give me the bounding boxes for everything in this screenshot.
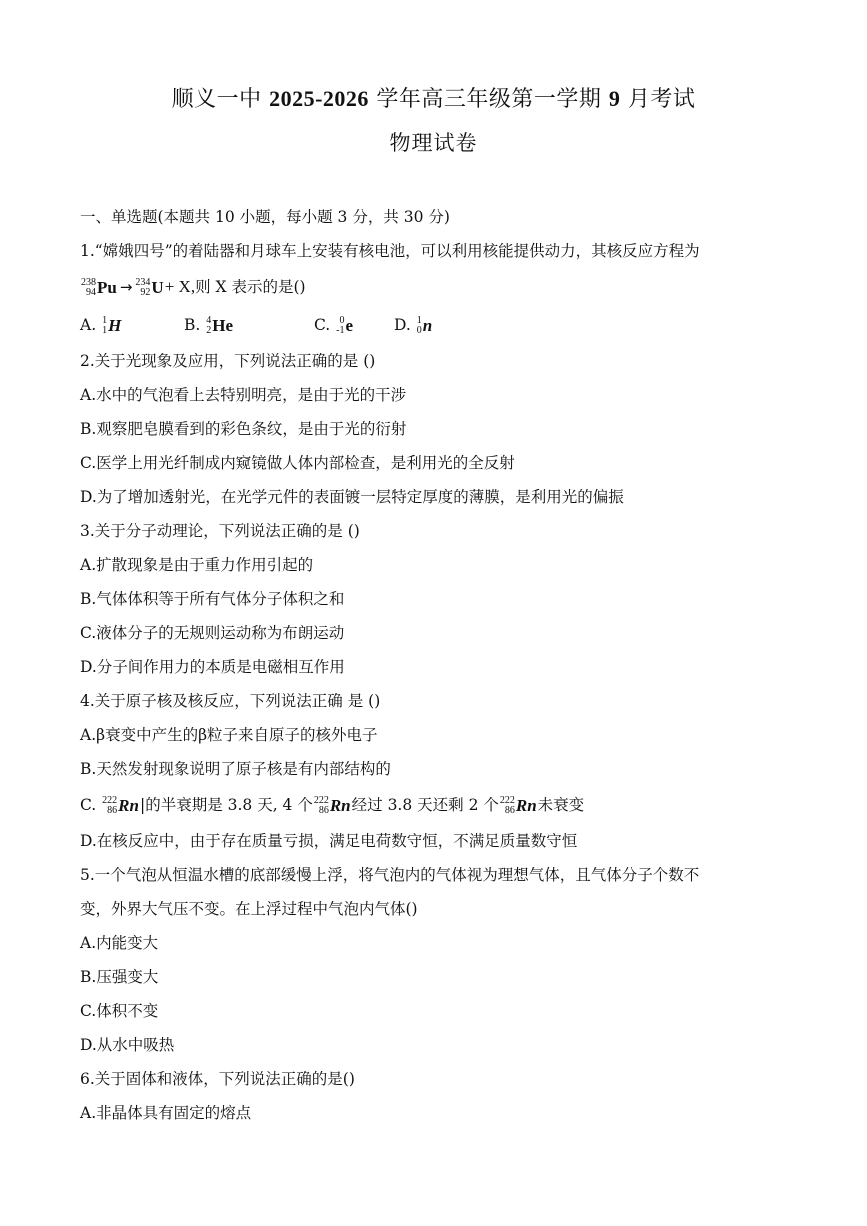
question-5-stem-cont: 变，外界大气压不变。在上浮过程中气泡内气体() (80, 900, 418, 918)
option-c: C.体积不变 (80, 1002, 159, 1020)
option-a: A.内能变大 (80, 934, 159, 952)
option-c: C. 222 86 Rn |的半衰期是 3.8 天, 4 个 222 86 Rn 经过 3.8 天还剩 2 个 222 86 Rn 未衰变 (80, 786, 800, 824)
option-d: D.在核反应中，由于存在质量亏损，满足电荷数守恒，不满足质量数守恒 (80, 832, 578, 850)
exam-content (80, 200, 800, 1130)
exam-title (0, 84, 867, 115)
nuclide-rn: 222 86 Rn (313, 795, 351, 816)
option-d: D.分子间作用力的本质是电磁相互作用 (80, 658, 345, 676)
nuclide-rn: 222 86 Rn (102, 795, 139, 816)
question-4-stem: 4.关于原子核及核反应，下列说法正确 是 () (80, 692, 381, 710)
option-d: D. 1 0 n (394, 315, 433, 336)
title-part: 学年高三年级第一学期 (368, 87, 609, 112)
option-c: C.医学上用光纤制成内窥镜做人体内部检查，是利用光的全反射 (80, 454, 515, 472)
option-b: B. 4 2 He (184, 315, 234, 336)
title-part: 月考试 (620, 87, 696, 112)
option-a: A.β衰变中产生的β粒子来自原子的核外电子 (80, 726, 378, 744)
nuclide-u: 234 92 U (135, 277, 164, 298)
question-5-stem: 5.一个气泡从恒温水槽的底部缓慢上浮，将气泡内的气体视为理想气体，且气体分子个数不 (80, 866, 700, 884)
option-a: A.非晶体具有固定的熔点 (80, 1104, 252, 1122)
option-a: A. 1 1 H (80, 315, 122, 336)
option-b: B.气体体积等于所有气体分子体积之和 (80, 590, 345, 608)
nuclide-pu: 238 94 Pu (81, 277, 117, 298)
title-year: 2025-2026 (269, 86, 369, 111)
option-d: D.从水中吸热 (80, 1036, 175, 1054)
question-1-tail: 则 X 表示的是() (195, 278, 306, 296)
question-1-stem: 1.“嫦娥四号”的着陆器和月球车上安装有核电池，可以利用核能提供动力，其核反应方程为 (80, 242, 700, 260)
arrow-icon: → (119, 278, 133, 296)
option-b: B.天然发射现象说明了原子核是有内部结构的 (80, 760, 391, 778)
option-a: A.水中的气泡看上去特别明亮，是由于光的干涉 (80, 386, 407, 404)
title-month: 9 (608, 86, 621, 111)
question-3-stem: 3.关于分子动理论，下列说法正确的是 () (80, 522, 360, 540)
option-c: C.液体分子的无规则运动称为布朗运动 (80, 624, 345, 642)
question-2-stem: 2.关于光现象及应用，下列说法正确的是 () (80, 352, 376, 370)
title-part: 顺义一中 (171, 87, 270, 112)
exam-subject: 物理试卷 (389, 131, 478, 155)
option-c: C. 0 -1 e (314, 315, 354, 336)
question-6-stem: 6.关于固体和液体，下列说法正确的是() (80, 1070, 355, 1088)
equation-x: + X, (164, 277, 196, 296)
option-a: A.扩散现象是由于重力作用引起的 (80, 556, 314, 574)
nuclide-rn: 222 86 Rn (499, 795, 537, 816)
question-1-options (80, 306, 800, 344)
option-b: B.压强变大 (80, 968, 159, 986)
question-1-equation (80, 268, 800, 306)
option-d: D.为了增加透射光，在光学元件的表面镀一层特定厚度的薄膜，是利用光的偏振 (80, 488, 624, 506)
option-b: B.观察肥皂膜看到的彩色条纹，是由于光的衍射 (80, 420, 407, 438)
section-heading: 一、单选题(本题共 10 小题，每小题 3 分，共 30 分) (80, 208, 450, 226)
